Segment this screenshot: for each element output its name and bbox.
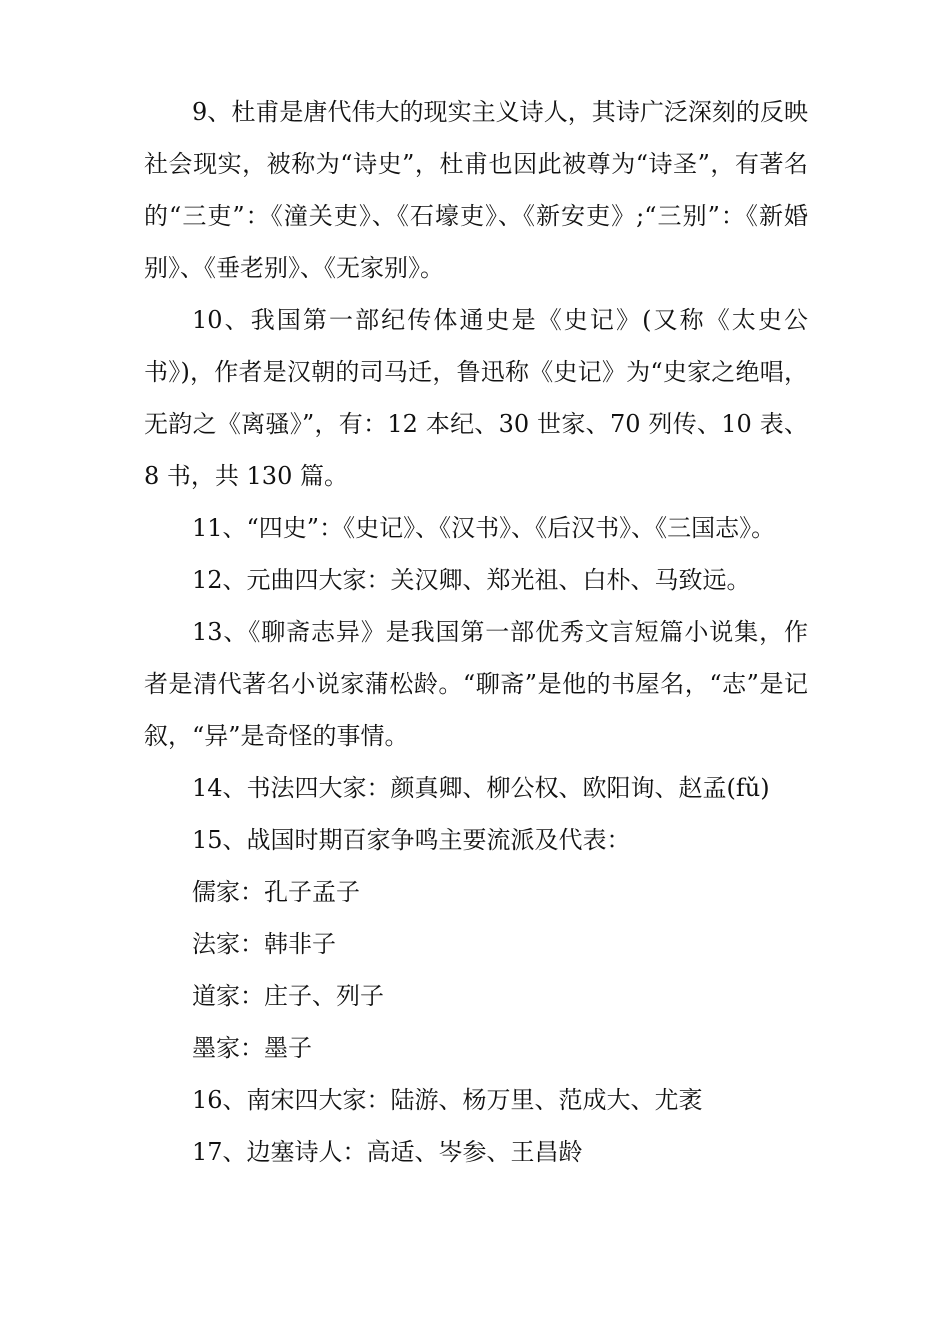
school-confucian: 儒家：孔子孟子	[192, 878, 360, 906]
paragraph-item-16: 16、南宋四大家：陆游、杨万里、范成大、尤袤	[192, 1086, 703, 1114]
paragraph-item-10: 10、我国第一部纪传体通史是《史记》(又称《太史公书》)，作者是汉朝的司马迁，鲁迅称《史记》为“史家之绝唱，无韵之《离骚》”，有：12 本纪、30 世家、70 列传、10 表、8 书，共 130 篇。	[144, 306, 808, 490]
document-body	[144, 86, 808, 1178]
paragraph-item-12: 12、元曲四大家：关汉卿、郑光祖、白朴、马致远。	[192, 566, 751, 594]
school-legalist: 法家：韩非子	[192, 930, 336, 958]
paragraph-item-15: 15、战国时期百家争鸣主要流派及代表：	[192, 826, 631, 854]
paragraph-item-9: 9、杜甫是唐代伟大的现实主义诗人，其诗广泛深刻的反映社会现实，被称为“诗史”，杜甫也因此被尊为“诗圣”，有著名的“三吏”：《潼关吏》、《石壕吏》、《新安吏》;“三别”：《新婚别》、《垂老别》、《无家别》。	[144, 98, 808, 282]
school-mohist: 墨家：墨子	[192, 1034, 312, 1062]
school-taoist: 道家：庄子、列子	[192, 982, 384, 1010]
paragraph-item-17: 17、边塞诗人：高适、岑参、王昌龄	[192, 1138, 583, 1166]
paragraph-item-14: 14、书法四大家：颜真卿、柳公权、欧阳询、赵孟(fǔ)	[192, 774, 770, 802]
paragraph-item-13: 13、《聊斋志异》是我国第一部优秀文言短篇小说集，作者是清代著名小说家蒲松龄。“聊斋”是他的书屋名，“志”是记叙，“异”是奇怪的事情。	[144, 618, 808, 750]
paragraph-item-11: 11、“四史”：《史记》、《汉书》、《后汉书》、《三国志》。	[192, 514, 776, 542]
